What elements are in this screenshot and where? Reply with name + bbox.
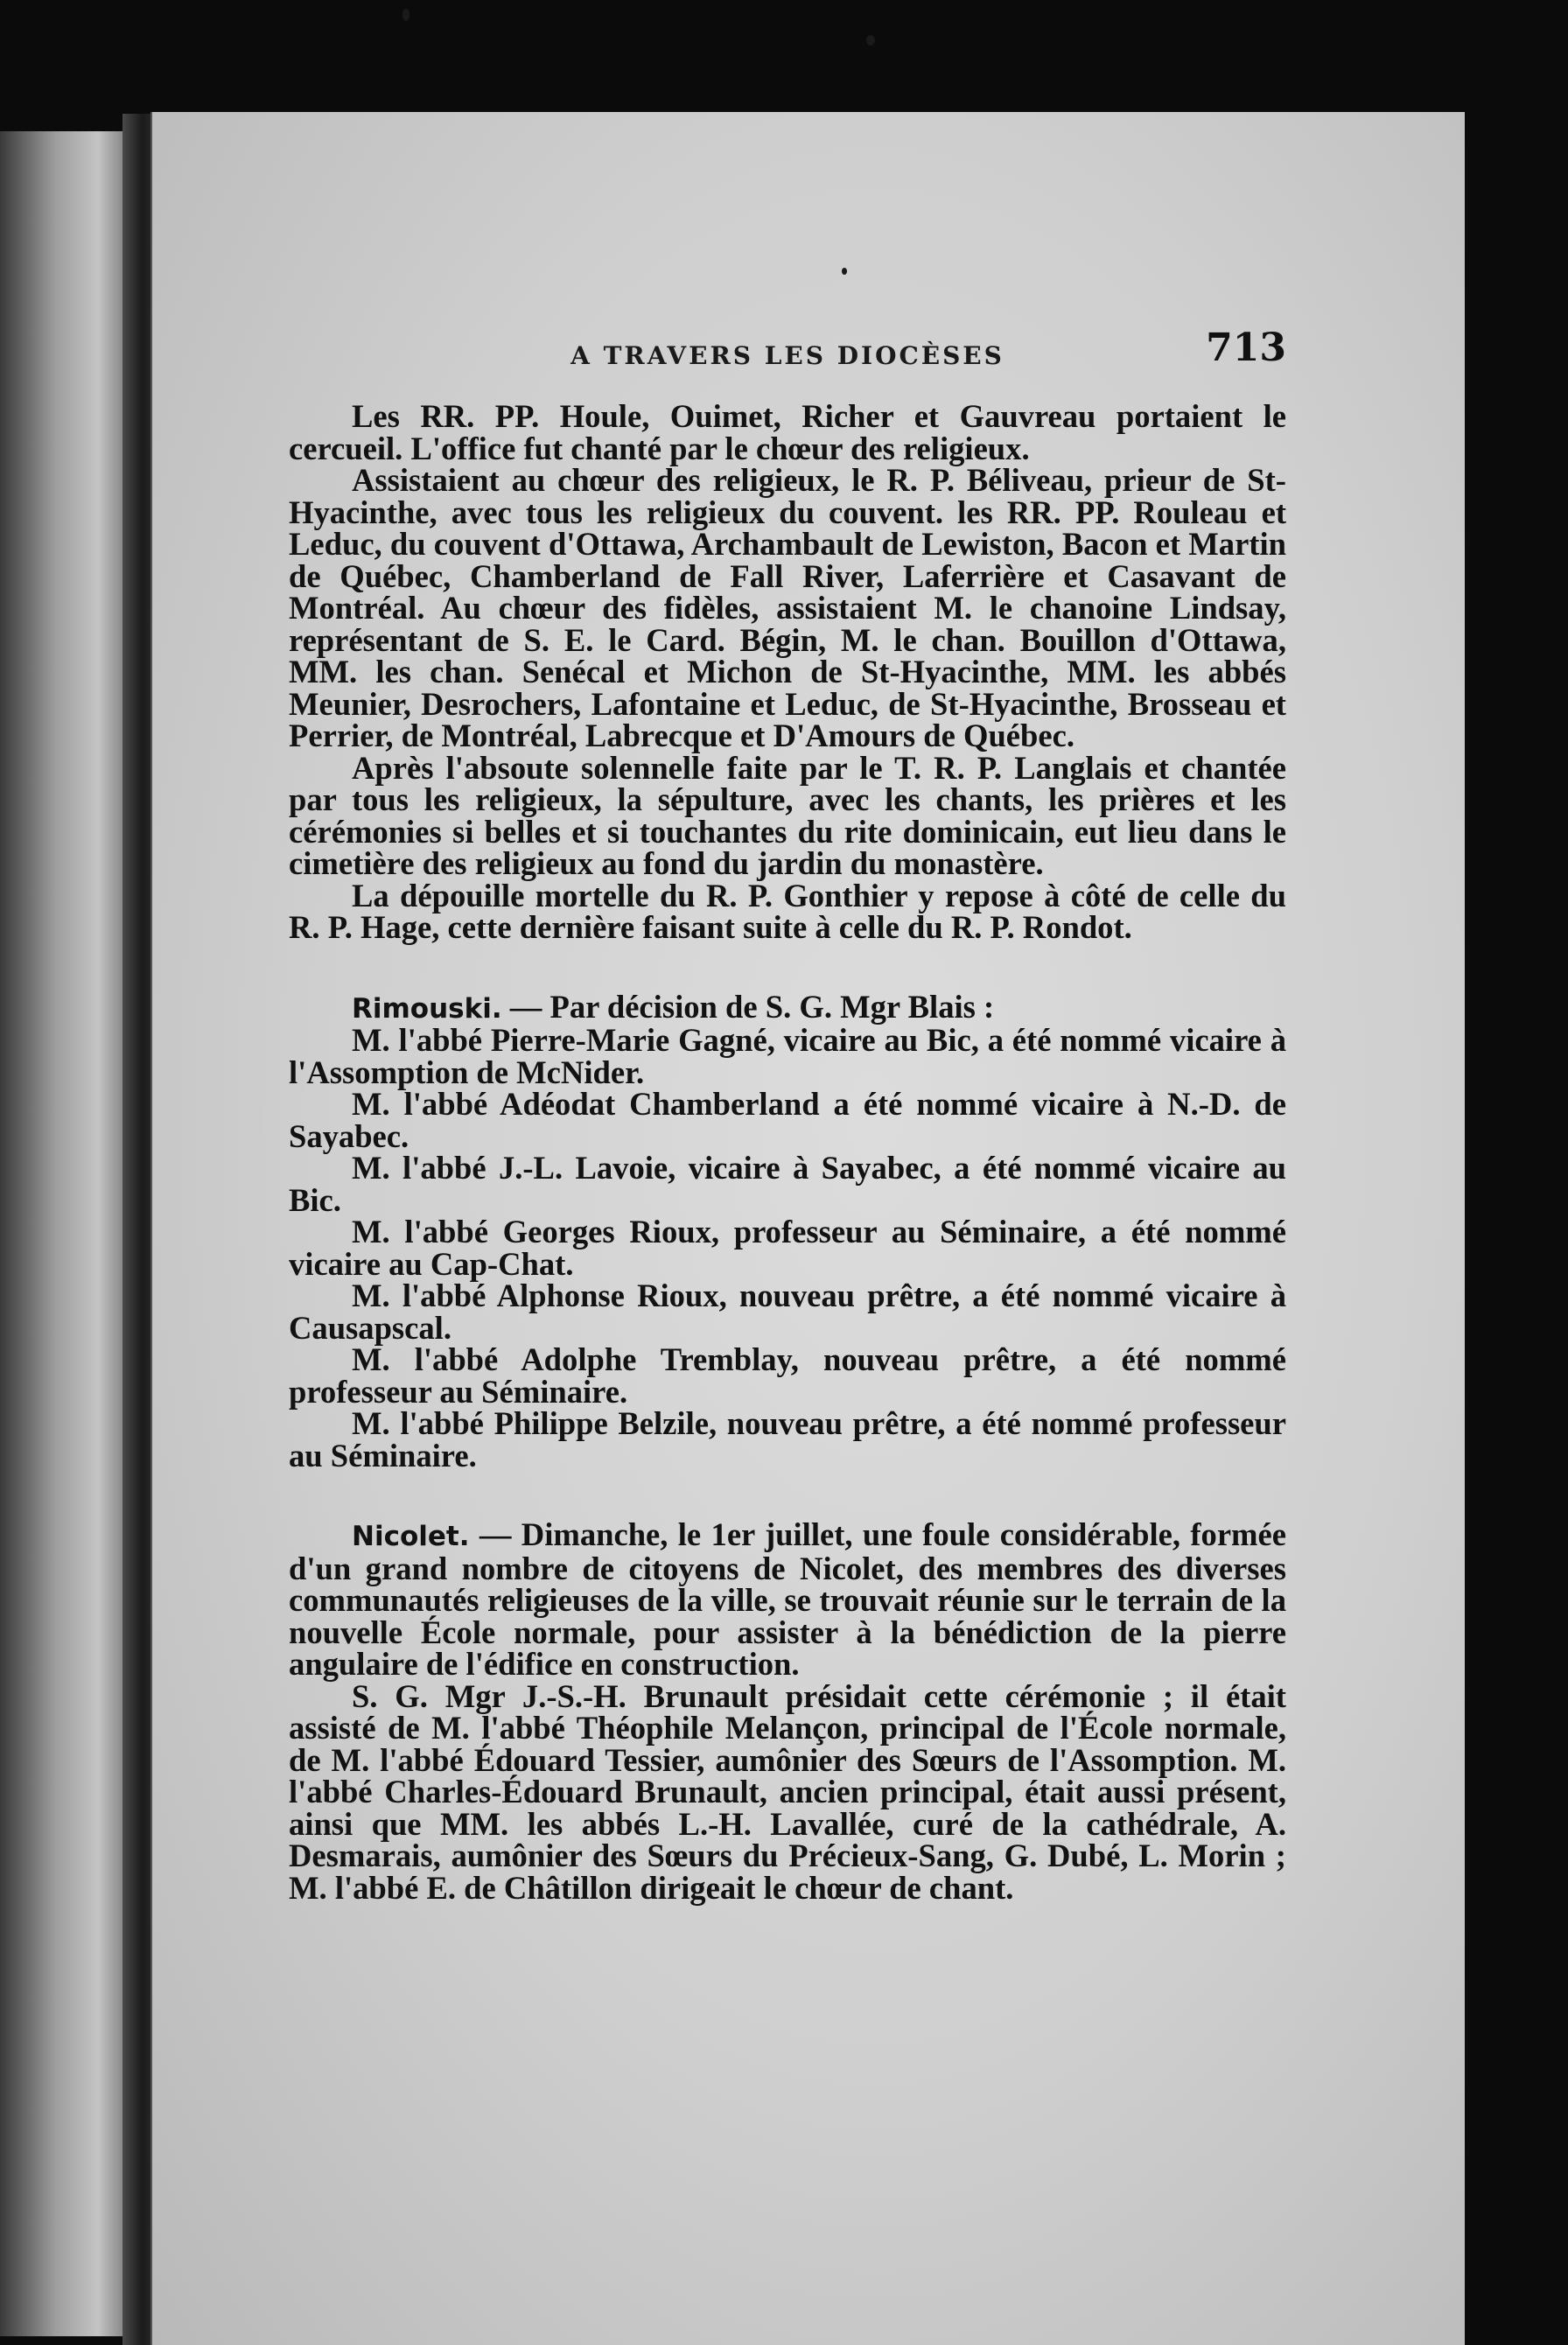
section-nicolet — [289, 1516, 1286, 1682]
paragraph: Assistaient au chœur des religieux, le R. P. Béliveau, prieur de St-Hyacinthe, avec tous les religieux du couvent. les RR. PP. Rouleau et Leduc, du couvent d'Ottawa, Archambault de Lewiston, Bacon et Martin de Québec, Chamberland de Fall River, Laferrière et Casavant de Montréal. Au chœur des fidèles, assistaient M. le chanoine Lindsay, représentant de S. E. le Card. Bégin, M. le chan. Bouillon d'Ottawa, MM. les chan. Senécal et Michon de St-Hyacinthe, MM. les abbés Meunier, Desrochers, Lafontaine et Leduc, de St-Hyacinthe, Brosseau et Perrier, de Montréal, Labrecque et D'Amours de Québec. — [289, 462, 1286, 753]
page-number: 713 — [1206, 326, 1286, 370]
body-text — [289, 398, 1286, 1906]
section-intro: — Dimanche, le 1er juillet, une foule considérable, formée d'un grand nombre de citoyens de Nicolet, des membres des diverses communautés religieuses de la ville, se trouvait réunie sur le terrain de la nouvelle École normale, pour assister à la bénédiction de la pierre angulaire de l'édifice en construction. — [289, 1516, 1286, 1682]
paragraph: M. l'abbé Georges Rioux, professeur au Séminaire, a été nommé vicaire au Cap-Chat. — [289, 1214, 1286, 1282]
paragraph: M. l'abbé Pierre-Marie Gagné, vicaire au Bic, a été nommé vicaire à l'Assomption de McNider. — [289, 1022, 1286, 1090]
facing-page-edge — [0, 131, 122, 2336]
paragraph: M. l'abbé Alphonse Rioux, nouveau prêtre, a été nommé vicaire à Causapscal. — [289, 1278, 1286, 1346]
dust-speck — [842, 268, 847, 275]
paragraph: La dépouille mortelle du R. P. Gonthier y repose à côté de celle du R. P. Hage, cette dernière faisant suite à celle du R. P. Rondot. — [289, 877, 1286, 945]
paragraph: Après l'absoute solennelle faite par le T. R. P. Langlais et chantée par tous les religieux, la sépulture, avec les chants, les prières et les cérémonies si belles et si touchantes du rite dominicain, eut lieu dans le cimetière des religieux au fond du jardin du monastère. — [289, 749, 1286, 881]
paragraph: M. l'abbé J.-L. Lavoie, vicaire à Sayabec, a été nommé vicaire au Bic. — [289, 1150, 1286, 1218]
paragraph: M. l'abbé Adolphe Tremblay, nouveau prêtre, a été nommé professeur au Séminaire. — [289, 1341, 1286, 1410]
section-heading: Nicolet. — [352, 1521, 470, 1552]
paragraph: M. l'abbé Adéodat Chamberland a été nommé vicaire à N.-D. de Sayabec. — [289, 1086, 1286, 1154]
paragraph: M. l'abbé Philippe Belzile, nouveau prêtre, a été nommé professeur au Séminaire. — [289, 1405, 1286, 1474]
page-header — [289, 326, 1286, 378]
section-intro: — Par décision de S. G. Mgr Blais : — [501, 988, 995, 1025]
paragraph: Les RR. PP. Houle, Ouimet, Richer et Gauvreau portaient le cercueil. L'office fut chanté par le chœur des religieux. — [289, 398, 1286, 466]
dust-speck — [402, 9, 410, 21]
section-heading: Rimouski. — [352, 992, 502, 1025]
paragraph: S. G. Mgr J.-S.-H. Brunault présidait cette cérémonie ; il était assisté de M. l'abbé Théophile Melançon, principal de l'École normale, de M. l'abbé Édouard Tessier, aumônier des Sœurs de l'Assomption. M. l'abbé Charles-Édouard Brunault, ancien principal, était aussi présent, ainsi que MM. les abbés L.-H. Lavallée, curé de la cathédrale, A. Desmarais, aumônier des Sœurs du Précieux-Sang, G. Dubé, L. Morin ; M. l'abbé E. de Châtillon dirigeait le chœur de chant. — [289, 1677, 1286, 1906]
section-rimouski — [289, 988, 1286, 1026]
running-head: A TRAVERS LES DIOCÈSES — [570, 341, 1004, 370]
dust-speck — [866, 35, 875, 46]
